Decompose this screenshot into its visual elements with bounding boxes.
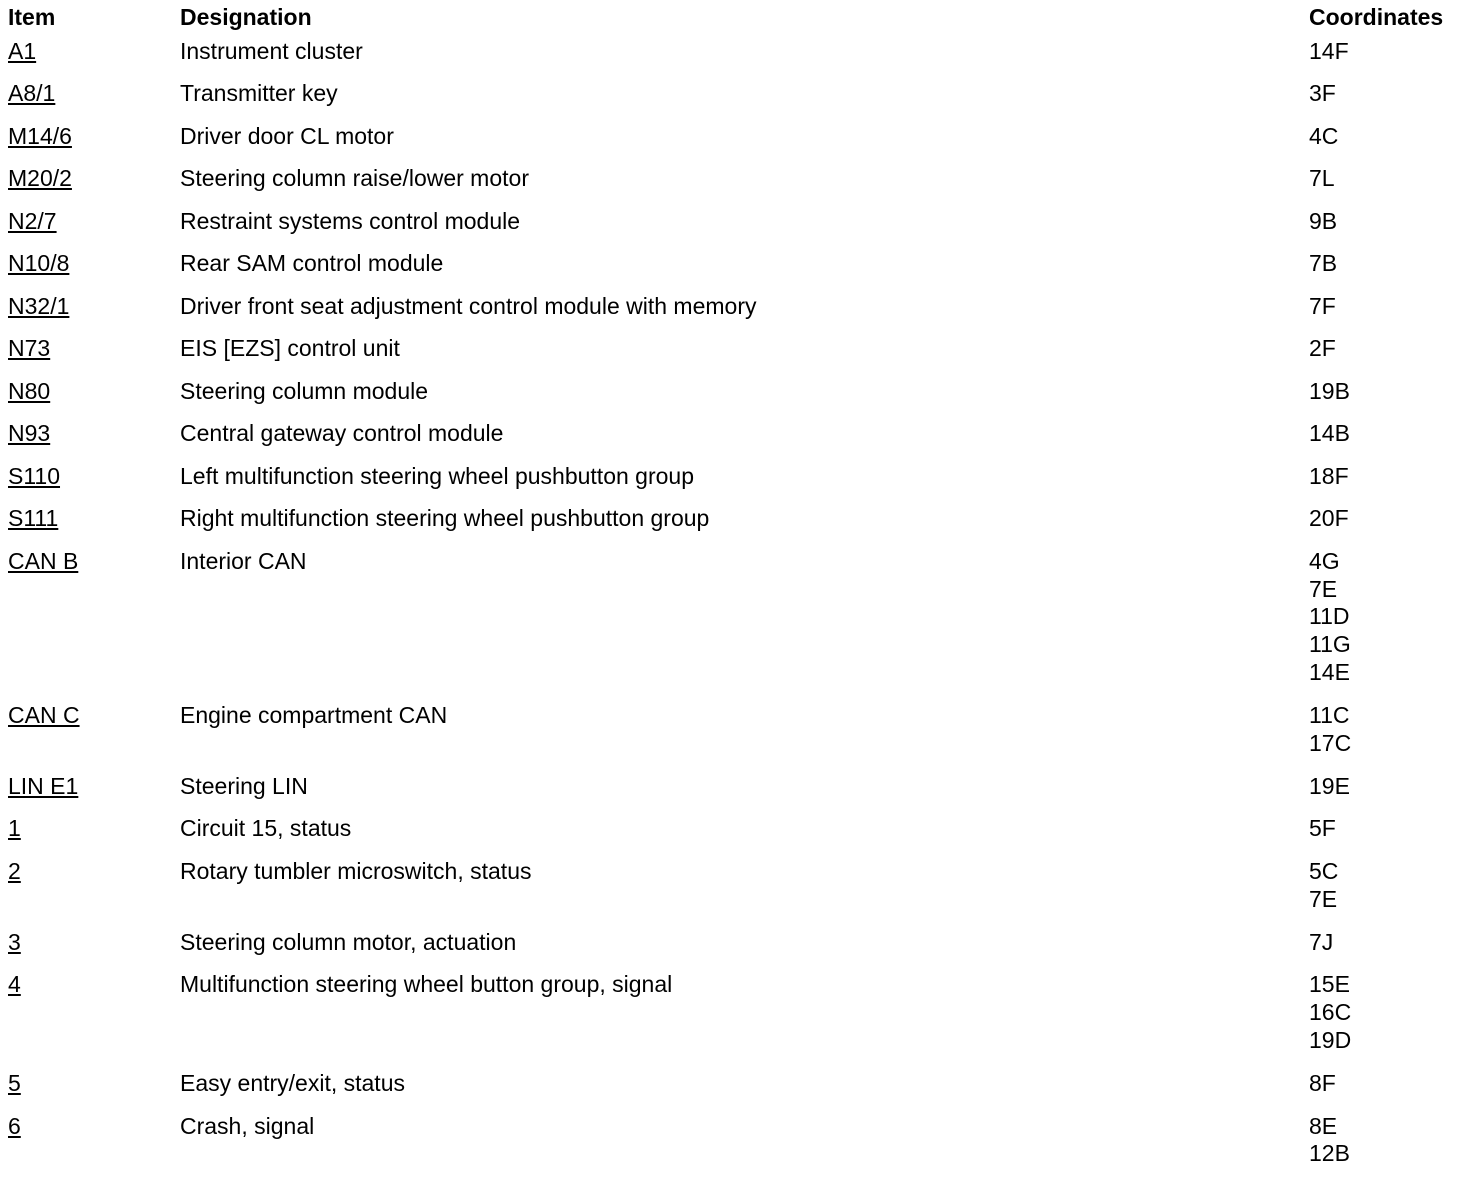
item-link[interactable]: N73 — [8, 335, 51, 362]
coordinate-value: 15E — [1309, 971, 1350, 998]
coordinates-cell — [1309, 38, 1468, 66]
coordinate-value: 11G — [1309, 631, 1351, 658]
item-cell — [8, 929, 180, 957]
coordinates-cell — [1309, 1070, 1468, 1098]
coordinate-value: 2F — [1309, 335, 1336, 362]
coordinate-value: 5F — [1309, 815, 1336, 842]
coordinate-value: 7B — [1309, 250, 1338, 277]
designation-cell: Steering column module — [180, 377, 429, 404]
item-cell — [8, 208, 180, 236]
designation-cell: Interior CAN — [180, 547, 307, 574]
designation-cell: Rear SAM control module — [180, 250, 444, 277]
item-cell — [8, 702, 180, 730]
table-row — [8, 815, 1468, 843]
table-row — [8, 1070, 1468, 1098]
item-link[interactable]: 2 — [8, 857, 21, 884]
coordinate-value: 7L — [1309, 165, 1335, 192]
coordinate-value: 7J — [1309, 928, 1334, 955]
coordinates-cell — [1309, 123, 1468, 151]
header-item: Item — [8, 4, 56, 30]
table-row — [8, 165, 1468, 193]
table-row — [8, 858, 1468, 914]
coordinate-value: 11D — [1309, 603, 1350, 630]
item-cell — [8, 250, 180, 278]
coordinates-cell — [1309, 165, 1468, 193]
table-row — [8, 1113, 1468, 1169]
table-row — [8, 293, 1468, 321]
item-link[interactable]: N93 — [8, 420, 51, 447]
coordinate-value: 19B — [1309, 377, 1350, 404]
coordinate-value: 14B — [1309, 420, 1350, 447]
item-cell — [8, 773, 180, 801]
table-body — [8, 38, 1468, 1168]
designation-cell: Driver front seat adjustment control module with memory — [180, 292, 757, 319]
table-row — [8, 773, 1468, 801]
item-cell — [8, 38, 180, 66]
designation-cell: Restraint systems control module — [180, 207, 521, 234]
table-row — [8, 208, 1468, 236]
designation-cell: Rotary tumbler microswitch, status — [180, 857, 532, 884]
item-cell — [8, 505, 180, 533]
designation-cell: Transmitter key — [180, 80, 338, 107]
item-link[interactable]: LIN E1 — [8, 772, 79, 799]
table-row — [8, 971, 1468, 1054]
coordinate-value: 8F — [1309, 1070, 1336, 1097]
item-link[interactable]: S110 — [8, 462, 61, 489]
coordinates-cell — [1309, 1113, 1468, 1169]
item-cell — [8, 420, 180, 448]
item-link[interactable]: CAN C — [8, 702, 80, 729]
coordinate-value: 3F — [1309, 80, 1336, 107]
table-row — [8, 335, 1468, 363]
item-link[interactable]: N80 — [8, 377, 51, 404]
legend-table — [8, 4, 1468, 1183]
coordinates-cell — [1309, 378, 1468, 406]
item-cell — [8, 971, 180, 999]
coordinates-cell — [1309, 548, 1468, 687]
designation-cell: Multifunction steering wheel button group, signal — [180, 971, 673, 998]
coordinate-value: 4C — [1309, 122, 1339, 149]
coordinate-value: 5C — [1309, 857, 1339, 884]
coordinate-value: 11C — [1309, 702, 1350, 729]
item-link[interactable]: 5 — [8, 1070, 21, 1097]
coordinates-cell — [1309, 293, 1468, 321]
item-cell — [8, 858, 180, 886]
item-link[interactable]: N2/7 — [8, 207, 57, 234]
table-row — [8, 548, 1468, 687]
coordinate-value: 7E — [1309, 575, 1338, 602]
designation-cell: Easy entry/exit, status — [180, 1070, 405, 1097]
coordinates-cell — [1309, 80, 1468, 108]
coordinate-value: 14F — [1309, 38, 1349, 64]
designation-cell: Steering LIN — [180, 772, 308, 799]
item-cell — [8, 165, 180, 193]
coordinates-cell — [1309, 250, 1468, 278]
designation-cell: Right multifunction steering wheel pushbutton group — [180, 505, 710, 532]
item-cell — [8, 335, 180, 363]
table-row — [8, 38, 1468, 66]
header-coordinates: Coordinates — [1309, 4, 1444, 30]
coordinates-cell — [1309, 971, 1468, 1054]
coordinate-value: 20F — [1309, 505, 1349, 532]
coordinate-value: 9B — [1309, 207, 1338, 234]
coordinates-cell — [1309, 505, 1468, 533]
item-cell — [8, 815, 180, 843]
coordinate-value: 4G — [1309, 547, 1340, 574]
coordinates-cell — [1309, 463, 1468, 491]
coordinate-value: 18F — [1309, 462, 1349, 489]
coordinate-value: 16C — [1309, 999, 1352, 1026]
item-cell — [8, 378, 180, 406]
item-link[interactable]: CAN B — [8, 547, 79, 574]
designation-cell: Crash, signal — [180, 1112, 315, 1139]
designation-cell: Central gateway control module — [180, 420, 504, 447]
coordinates-cell — [1309, 702, 1468, 758]
header-designation: Designation — [180, 4, 312, 30]
coordinates-cell — [1309, 858, 1468, 914]
item-link[interactable]: 4 — [8, 971, 21, 998]
item-cell — [8, 123, 180, 151]
item-cell — [8, 1113, 180, 1141]
coordinate-value: 19D — [1309, 1026, 1352, 1053]
designation-cell: Left multifunction steering wheel pushbutton group — [180, 462, 694, 489]
coordinates-cell — [1309, 815, 1468, 843]
item-link[interactable]: M14/6 — [8, 122, 72, 149]
coordinates-cell — [1309, 929, 1468, 957]
coordinate-value: 17C — [1309, 729, 1352, 756]
coordinates-cell — [1309, 208, 1468, 236]
coordinate-value: 7E — [1309, 885, 1338, 912]
table-row — [8, 123, 1468, 151]
item-link[interactable]: 1 — [8, 815, 21, 842]
coordinate-value: 12B — [1309, 1140, 1350, 1167]
table-row — [8, 702, 1468, 758]
item-cell — [8, 1070, 180, 1098]
coordinate-value: 19E — [1309, 772, 1350, 799]
item-link[interactable]: 3 — [8, 928, 21, 955]
coordinate-value: 7F — [1309, 292, 1336, 319]
item-link[interactable]: N32/1 — [8, 292, 70, 319]
table-row — [8, 929, 1468, 957]
item-link[interactable]: N10/8 — [8, 250, 70, 277]
item-link[interactable]: S111 — [8, 505, 59, 532]
item-cell — [8, 463, 180, 491]
item-cell — [8, 80, 180, 108]
table-row — [8, 420, 1468, 448]
coordinate-value: 8E — [1309, 1112, 1338, 1139]
item-cell — [8, 293, 180, 321]
table-row — [8, 378, 1468, 406]
designation-cell: Circuit 15, status — [180, 815, 352, 842]
coordinates-cell — [1309, 773, 1468, 801]
table-row — [8, 505, 1468, 533]
item-cell — [8, 548, 180, 576]
item-link[interactable]: M20/2 — [8, 165, 72, 192]
item-link[interactable]: A8/1 — [8, 80, 56, 107]
designation-cell: EIS [EZS] control unit — [180, 335, 400, 362]
designation-cell: Engine compartment CAN — [180, 702, 448, 729]
item-link[interactable]: A1 — [8, 38, 37, 64]
coordinate-value: 14E — [1309, 659, 1350, 685]
designation-cell: Instrument cluster — [180, 38, 363, 64]
designation-cell: Steering column raise/lower motor — [180, 165, 529, 192]
table-row — [8, 463, 1468, 491]
designation-cell: Steering column motor, actuation — [180, 928, 517, 955]
item-link[interactable]: 6 — [8, 1112, 21, 1139]
coordinates-cell — [1309, 420, 1468, 448]
table-row — [8, 250, 1468, 278]
table-header — [8, 4, 1468, 38]
table-row — [8, 80, 1468, 108]
coordinates-cell — [1309, 335, 1468, 363]
designation-cell: Driver door CL motor — [180, 122, 394, 149]
